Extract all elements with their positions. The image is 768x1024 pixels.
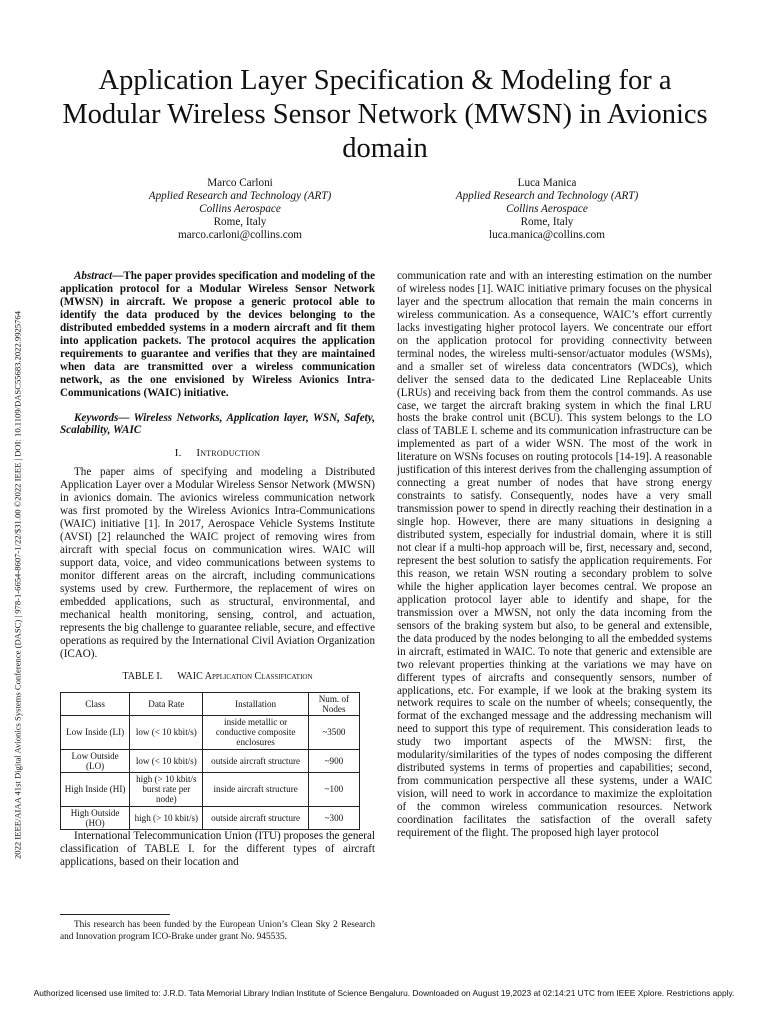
funding-footnote: This research has been funded by the European Union’s Clean Sky 2 Research and Innovation program ICO-Brake under grant No. 945535. — [60, 920, 375, 942]
waic-classification-table — [60, 692, 360, 830]
header-installation: Installation — [203, 692, 308, 715]
author-location: Rome, Italy — [520, 216, 574, 228]
table-cell-nodes: ~300 — [308, 806, 359, 829]
abstract-label: Abstract — [74, 270, 113, 282]
section-heading-introduction — [60, 447, 375, 460]
section-number: I. — [174, 447, 182, 460]
intro-paragraph-1: The paper aims of specifying and modeling a Distributed Application Layer over a Modular Wireless Sensor Network (MWSN) in avionics domain. The avionics wireless communication network was first promoted by the Wireless Avionics Intra-Communications (WAIC) initiative [1]. In 2017, Aerospace Vehicle Systems Institute (AVSI) [2] relaunched the WAIC project of removing wires from aircraft with special focus on communication wires. WAIC will support data, voice, and video communications between systems to monitor different areas on the aircraft, including communications systems used by crew. Furthermore, the replacement of wires on embedded applications, such as structural, environmental, and mechanical health monitoring, sensing, control, and actuation, represents the big challenge to guarantee reliable, secure, and effective operations as required by the International Civil Aviation Organization (ICAO). — [60, 466, 375, 660]
table-cell-data-rate: high (> 10 kbit/s burst rate per node) — [130, 773, 203, 807]
table-cell-installation: outside aircraft structure — [203, 806, 308, 829]
author-block-1 — [90, 177, 390, 242]
author-name: Luca Manica — [517, 177, 577, 189]
table-cell-data-rate: low (< 10 kbit/s) — [130, 716, 203, 750]
author-department: Applied Research and Technology (ART) — [148, 190, 332, 202]
table-cell-nodes: ~3500 — [308, 716, 359, 750]
table-title: WAIC Application Classification — [177, 670, 313, 682]
table-row — [61, 749, 360, 772]
table-row — [61, 806, 360, 829]
footnote-divider — [60, 914, 170, 915]
author-email[interactable]: luca.manica@collins.com — [489, 229, 605, 241]
table-cell-class: High Outside (HO) — [61, 806, 130, 829]
author-organization: Collins Aerospace — [506, 203, 588, 215]
paper-title: Application Layer Specification & Modeling for a Modular Wireless Sensor Network (MWSN) in Avionics domain — [62, 65, 708, 164]
section-title: Introduction — [196, 447, 261, 460]
header-class: Class — [61, 692, 130, 715]
author-organization: Collins Aerospace — [199, 203, 281, 215]
author-email[interactable]: marco.carloni@collins.com — [177, 229, 302, 241]
table-cell-installation: outside aircraft structure — [203, 749, 308, 772]
table-cell-class: Low Inside (LI) — [61, 716, 130, 750]
intro-paragraph-2: International Telecommunication Union (ITU) proposes the general classification of TABLE I. for the different types of aircraft applications, based on their location and — [60, 830, 375, 868]
author-location: Rome, Italy — [213, 216, 267, 228]
conference-sidebar — [10, 200, 26, 970]
left-column — [60, 270, 375, 869]
table-cell-nodes: ~900 — [308, 749, 359, 772]
table-label: TABLE I. — [122, 670, 163, 682]
table-header-row — [61, 692, 360, 715]
header-num-nodes: Num. of Nodes — [308, 692, 359, 715]
table-cell-class: High Inside (HI) — [61, 773, 130, 807]
table-cell-class: Low Outside (LO) — [61, 749, 130, 772]
table-caption — [60, 671, 375, 684]
author-name: Marco Carloni — [207, 177, 273, 189]
right-column-paragraph: communication rate and with an interesting estimation on the number of wireless nodes [1]. WAIC initiative primary focuses on the physical layer and the spectrum allocation that remain the main concerns in wireless communication. As a consequence, WAIC’s effort currently lacks investigating higher protocol layers. We concentrate our effort on the application protocol for providing connectivity between terminal nodes, the wireless multi-sensor/actuator modules (WSMs), and a smaller set of wireless data concentrators (WDCs), which deliver the sensed data to the dedicated Line Replaceable Units (LRUs) and receiving back from them the control commands. As use case, we target the aircraft braking system in which the final LRU hosts the brake control unit (BCU). This system belongs to the LO class of TABLE I. scheme and its communication infrastructure can be implemented as part of a wider WSN. The most of the work in literature on WSNs focuses on routing protocols [14-19]. A reasonable justification of this interest derives from the challenging assumption of connecting a great number of nodes that have strong energy constraints to satisfy. Consequently, nodes have a very small transmission power to spend in directly reaching their destination in a single hop. However, there are many situations in designing a distributed system, especially for industrial domain, where it is still not clear if a multi-hop approach will be, first, necessary and, second, represent the best solution to satisfy the application requirements. For this reason, we retain WSN routing a secondary problem to solve while the higher application layer becomes central. We propose an application protocol layer able to identify and shape, for the transmission over a MWSN, not only the data incoming from the sensors of the braking system but also, to be general and extensible, the data produced by the nodes belonging to all the embedded systems in aircraft, estimated in WAIC. To note that generic and extensible are two relevant properties thinking at the variations we may have on different types of aircrafts and consequently sensors, number of applications, etc. For example, if we look at the braking system its network requires to scale on the number of wheels; consequently, the format of the exchanged message and the addressing mechanism will need to support this type of requirement. This consideration leads to study two important aspects of the MWSN: first, the modularity/similarities of the types of nodes composing the different distributed systems in terms of properties and capabilities; second, from communication perspective all these systems, under a WAIC vision, will need to work in accordance to maximize the exploitation of the common wireless communication resources. Network coordination facilitates the satisfaction of the overall safety requirement of the flight. The proposed high layer protocol — [397, 270, 712, 839]
conference-doi-note: 2022 IEEE/AIAA 41st Digital Avionics Systems Conference (DASC) | 978-1-6654-8607-1/22/$31.00 ©2022 IEEE | DOI: 10.1109/DASC55683.2022.9925764 — [12, 311, 23, 859]
table-cell-data-rate: high (> 10 kbit/s) — [130, 806, 203, 829]
author-department: Applied Research and Technology (ART) — [455, 190, 639, 202]
abstract — [60, 270, 375, 400]
table-cell-nodes: ~100 — [308, 773, 359, 807]
header-data-rate: Data Rate — [130, 692, 203, 715]
author-block-2 — [397, 177, 697, 242]
table-row — [61, 716, 360, 750]
table-cell-data-rate: low (< 10 kbit/s) — [130, 749, 203, 772]
abstract-text: —The paper provides specification and modeling of the application protocol for a Modular Wireless Sensor Network (MWSN) in aircraft. We propose a generic protocol able to identify the data produced by the devices belonging to the distributed embedded systems in a modern aircraft and fit them into application packets. The protocol acquires the application requirements to guarantee and verifies that they are maintained when data are transmitted over a wireless communication network, as the one envisioned by Wireless Avionics Intra-Communications (WAIC) initiative. — [60, 270, 375, 399]
table-row — [61, 773, 360, 807]
right-column — [397, 270, 712, 840]
table-cell-installation: inside metallic or conductive composite enclosures — [203, 716, 308, 750]
license-notice: Authorized licensed use limited to: J.R.D. Tata Memorial Library Indian Institute of Science Bengaluru. Downloaded on August 19,2023 at 02:14:21 UTC from IEEE Xplore. Restrictions apply. — [33, 988, 735, 998]
keywords: Keywords— Wireless Networks, Application layer, WSN, Safety, Scalability, WAIC — [60, 411, 375, 437]
table-cell-installation: inside aircraft structure — [203, 773, 308, 807]
